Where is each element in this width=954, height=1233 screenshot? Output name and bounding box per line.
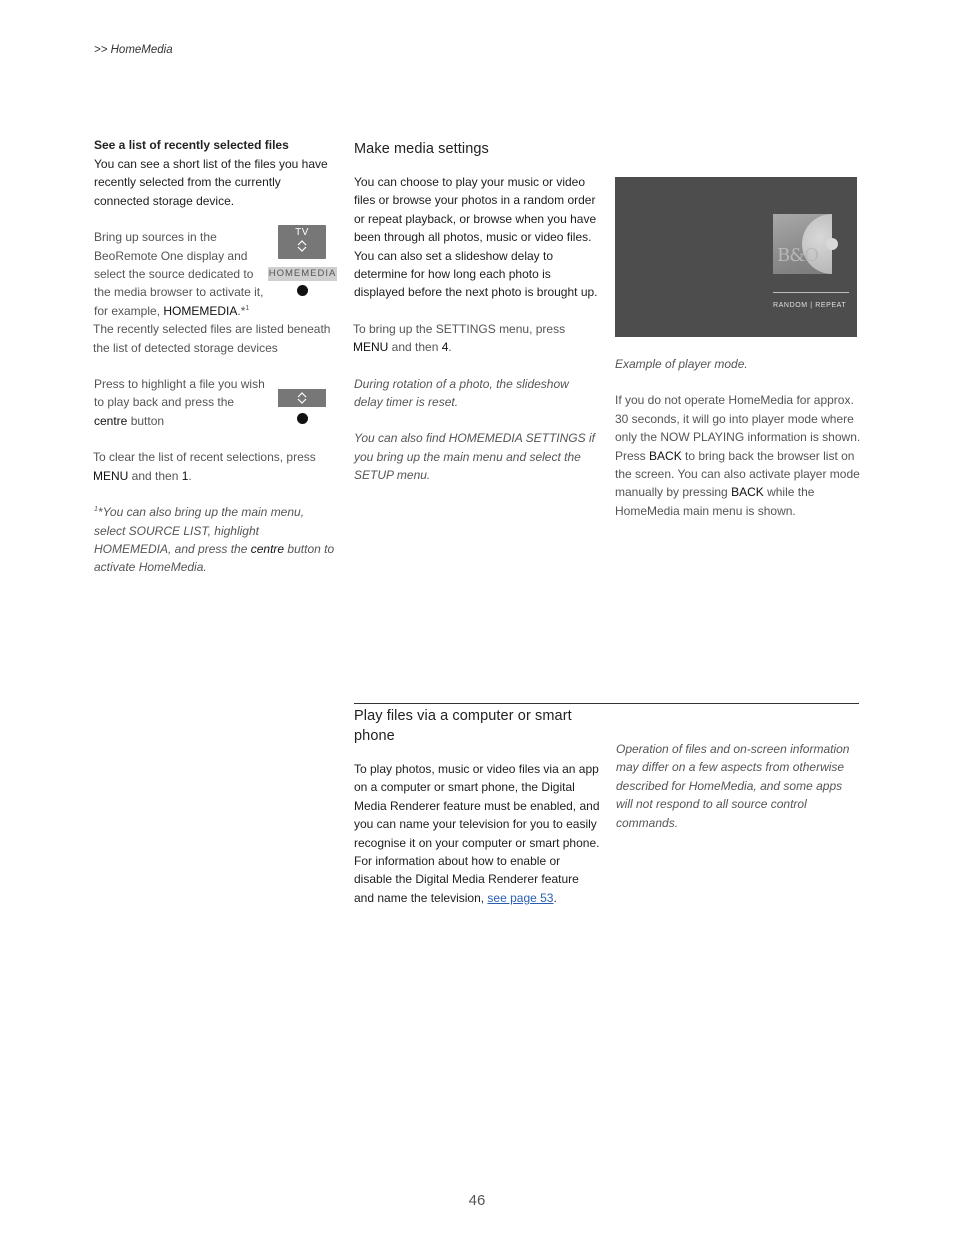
example-line: [94, 302, 338, 320]
clear-end: .: [188, 468, 192, 483]
breadcrumb: >> HomeMedia: [94, 44, 173, 56]
operation-note-column: [616, 740, 860, 832]
bring-up-line: select the source dedicated to: [94, 267, 254, 282]
clear-mid: and then: [128, 468, 182, 483]
highlight-suffix: button: [127, 413, 165, 428]
player-body-c: while the HomeMedia main menu is shown.: [615, 485, 815, 518]
remote-navigate-illustration: [278, 389, 326, 407]
up-down-arrows-svg: [297, 240, 307, 252]
progress-line: [773, 292, 849, 293]
player-mode-text: [615, 355, 861, 520]
settings-instruction: [353, 320, 600, 357]
settings-mid: and then: [388, 340, 442, 355]
page-number: 46: [468, 1192, 486, 1209]
up-down-arrows-icon: [297, 392, 307, 404]
operation-note: Operation of files and on-screen information may differ on a few aspects from otherwise described for HomeMedia, and some apps will not respond to all source control commands.: [616, 742, 850, 830]
clear-instruction: [93, 448, 338, 485]
media-settings-body: You can choose to play your music or video files or browse your photos in a random order or repeat playback, or browse when you have been through all photos, music or video files. You can also set a slideshow delay to determine for how long each photo is displayed before the next photo is brought up.: [354, 175, 598, 300]
player-body-b: to bring back the browser list on the screen. You can also activate player mode manually by pressing: [615, 448, 860, 500]
homemedia-key: HOMEMEDIA: [163, 303, 238, 318]
section-divider: [354, 703, 859, 704]
four-key: 4: [441, 340, 449, 355]
bring-up-line: the media browser to activate it,: [94, 285, 264, 300]
recent-files-section: [94, 136, 338, 577]
homemedia-source-badge: HOMEMEDIA: [268, 268, 337, 279]
clear-text: To clear the list of recent selections, press: [93, 450, 316, 465]
centre-key: centre: [94, 413, 128, 428]
recent-files-note: The recently selected files are listed beneath the list of detected storage devices: [93, 322, 331, 355]
player-mode-screenshot: [615, 177, 857, 337]
highlight-instruction: [94, 375, 270, 430]
bring-up-line: Bring up sources in the: [94, 230, 217, 245]
slideshow-note: During rotation of a photo, the slideshow delay timer is reset.: [354, 376, 569, 410]
back-key: BACK: [731, 485, 764, 500]
centre-button-icon: [297, 285, 308, 296]
media-settings-section: [354, 139, 600, 485]
centre-button-icon: [297, 413, 308, 424]
settings-end: .: [448, 340, 452, 355]
remote-tv-button-illustration: [278, 225, 326, 259]
disc-hole: [826, 238, 838, 250]
footnote-end: button to activate HomeMedia.: [94, 541, 335, 575]
play-files-body: [354, 760, 600, 907]
bring-up-line: BeoRemote One display and: [94, 248, 248, 263]
up-down-arrows-icon: [278, 240, 326, 254]
play-files-text: To play photos, music or video files via an app on a computer or smart phone, the Digital Media Renderer feature must be enabled, and you can name your television for you to easily recognise it on your computer or smart phone. For information about how to enable or disable the Digital Media Renderer feature and name the television,: [354, 762, 600, 905]
back-key: BACK: [649, 448, 682, 463]
bo-logo: B&O: [777, 245, 819, 266]
player-mode-caption: Example of player mode.: [615, 357, 748, 371]
example-suffix: .*: [237, 303, 246, 318]
menu-key: MENU: [93, 468, 129, 483]
highlight-text: Press to highlight a file you wish to play back and press the: [94, 377, 265, 410]
footnote-centre-key: centre: [250, 541, 285, 556]
play-files-heading: Play files via a computer or smart phone: [354, 708, 572, 744]
example-prefix: for example,: [94, 303, 164, 318]
random-repeat-label: RANDOM | REPEAT: [773, 302, 847, 309]
one-key: 1: [181, 468, 189, 483]
recent-files-heading: See a list of recently selected files: [94, 138, 289, 152]
footnote-ref: 1: [245, 304, 250, 312]
settings-text: To bring up the SETTINGS menu, press: [353, 321, 566, 336]
player-mode-body: [615, 391, 861, 520]
see-page-53-link[interactable]: see page 53: [487, 890, 554, 905]
recent-files-intro: You can see a short list of the files you have recently selected from the currently connected storage device.: [94, 157, 328, 208]
play-files-section: [354, 706, 600, 907]
player-body-a: If you do not operate HomeMedia for approx. 30 seconds, it will go into player mode where only the NOW PLAYING information is shown. Press: [615, 393, 861, 463]
tv-label: TV: [295, 227, 309, 238]
footnote: [94, 503, 338, 577]
media-settings-heading: Make media settings: [354, 141, 489, 157]
setup-note: You can also find HOMEMEDIA SETTINGS if you bring up the main menu and select the SETUP menu.: [354, 431, 595, 483]
footnote-number: 1: [94, 506, 98, 514]
menu-key: MENU: [353, 340, 389, 355]
footnote-text: *You can also bring up the main menu, select SOURCE LIST, highlight HOMEMEDIA, and press the: [94, 505, 305, 556]
play-files-end: .: [553, 890, 557, 905]
